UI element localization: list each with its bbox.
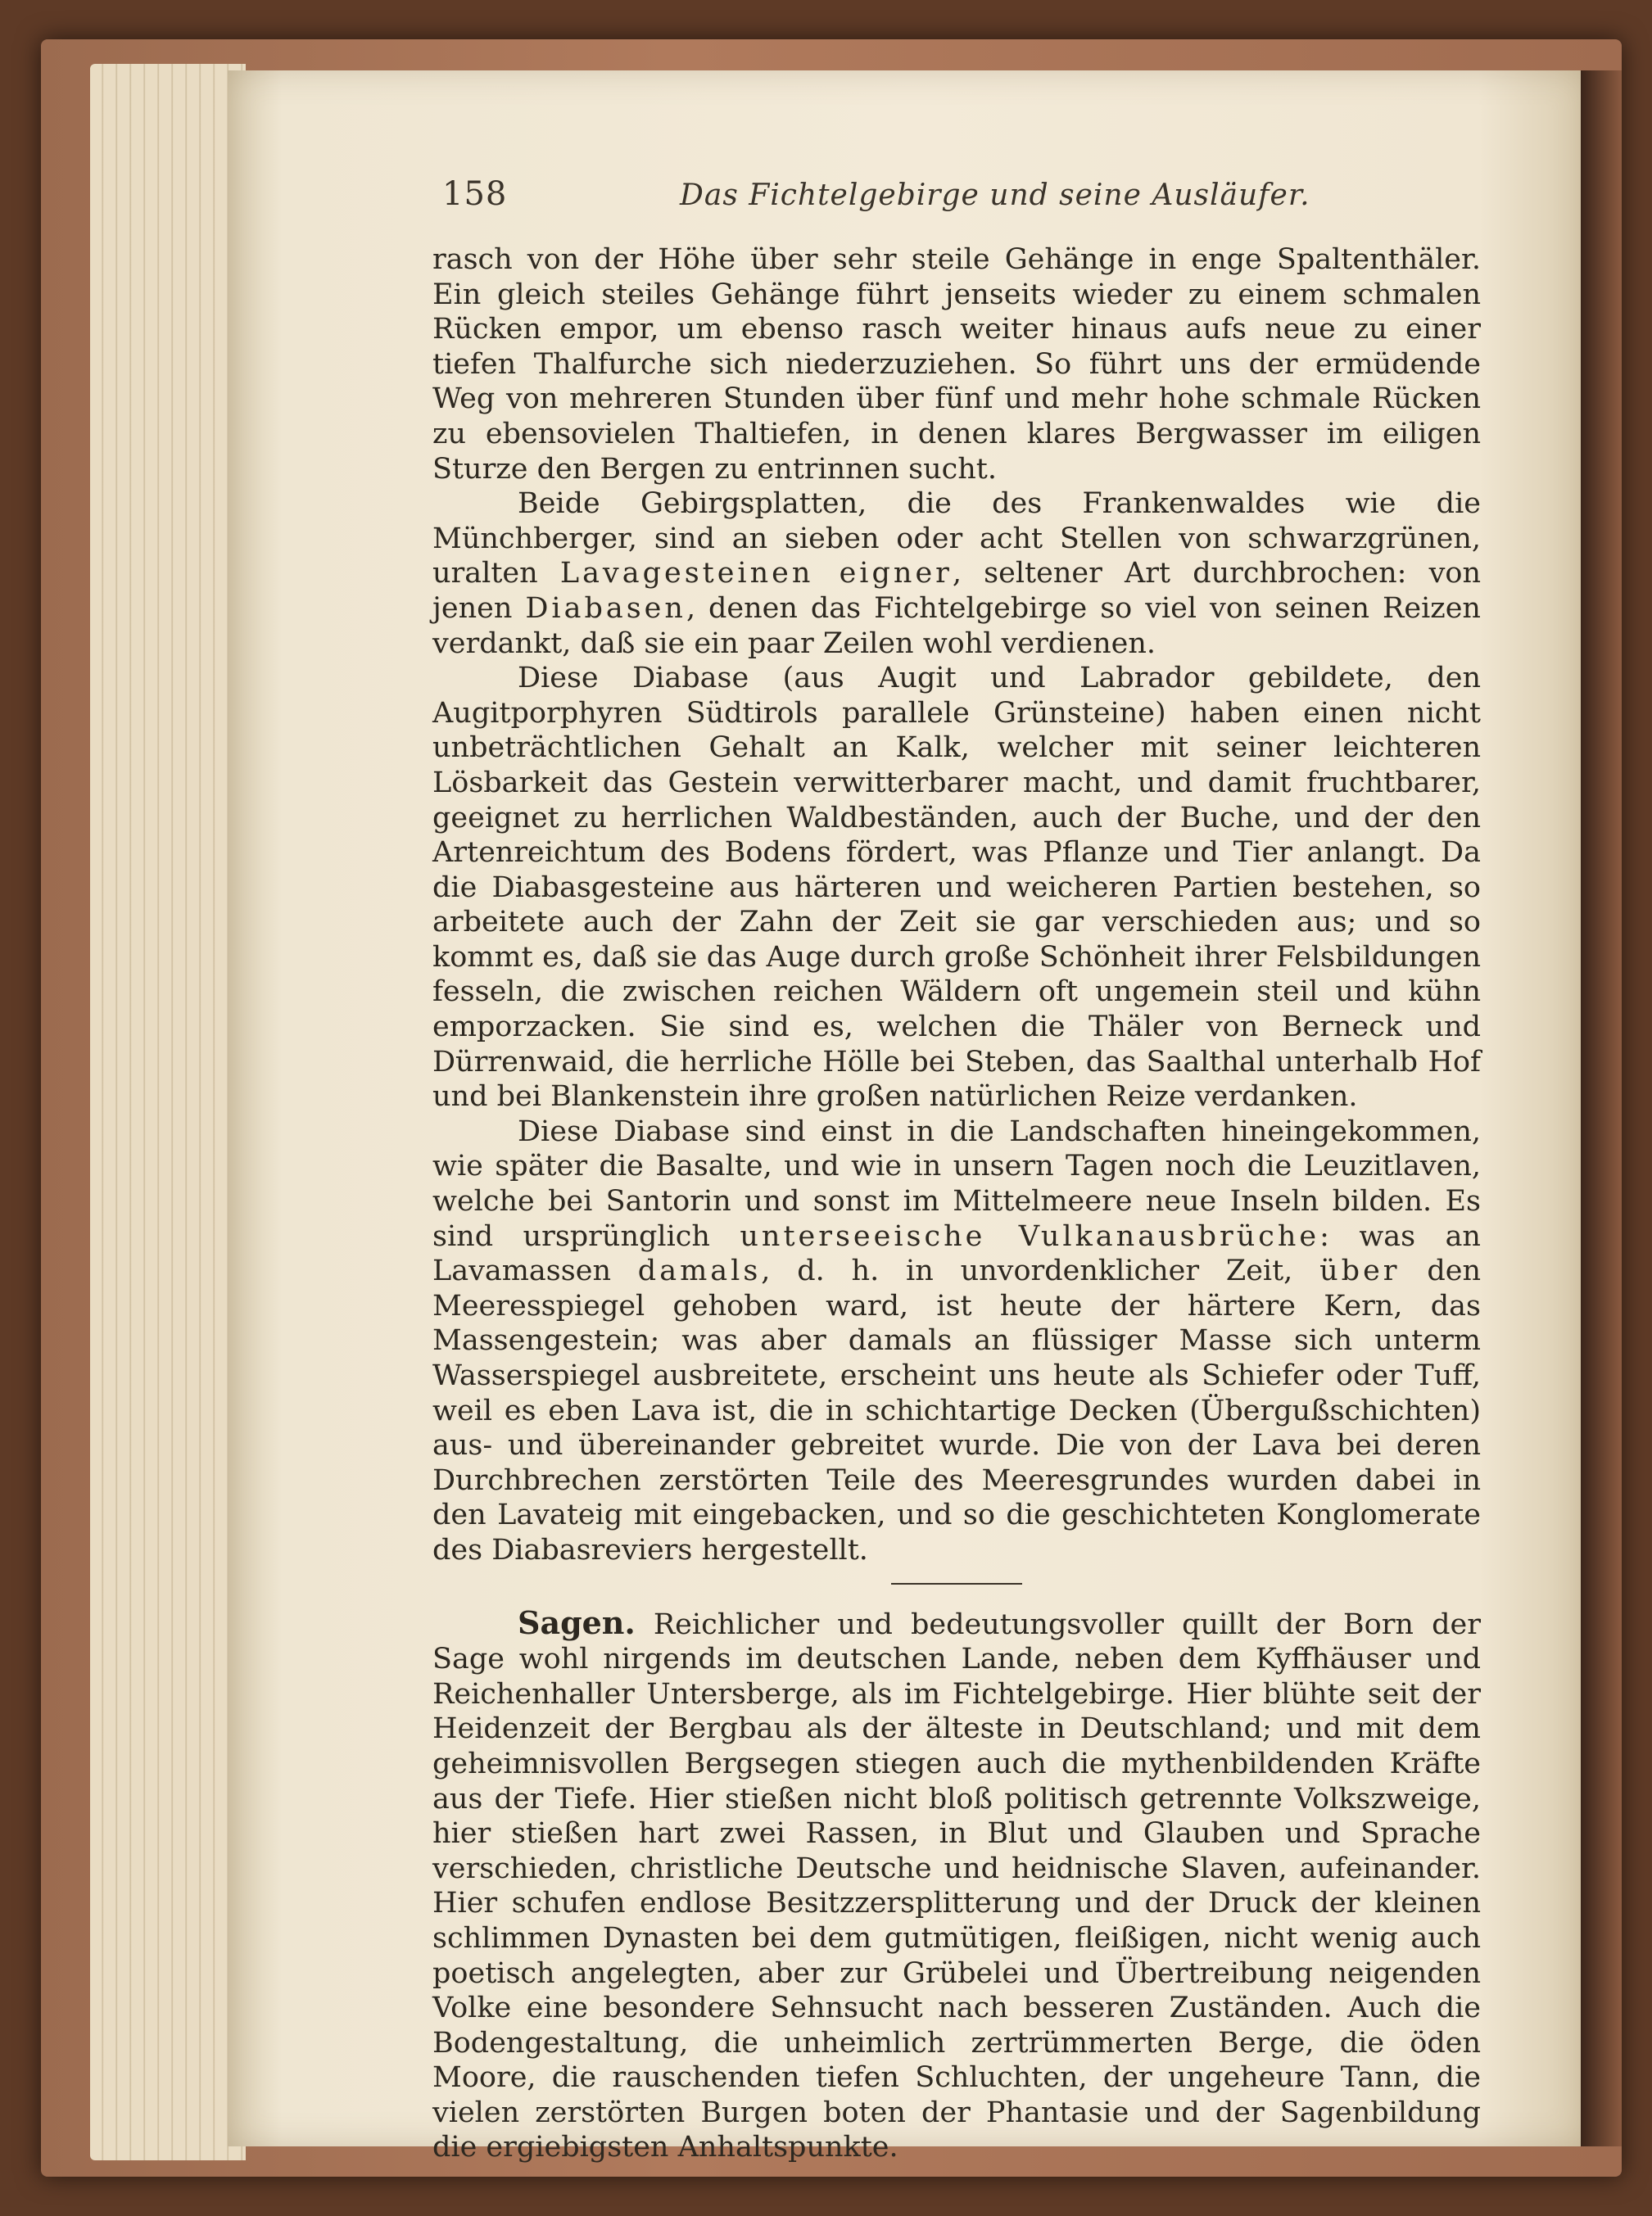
body-text xyxy=(432,242,1481,2165)
book-gutter xyxy=(1581,70,1622,2146)
paragraph-1: rasch von der Höhe über sehr steile Gehänge in enge Spaltenthäler. Ein gleich steiles Gehänge führt jenseits wieder zu einem schmalen Rücken empor, um ebenso rasch weiter hinaus aufs neue zu einer tiefen Thalfurche sich niederzuziehen. So führt uns der ermüdende Weg von mehreren Stunden über fünf und mehr hohe schmale Rücken zu ebensovielen Thaltiefen, in denen klares Bergwasser im eiligen Sturze den Bergen zu entrinnen sucht. xyxy=(432,243,1481,486)
text-run: Diese Diabase sind einst in die Landschaften hineingekommen, wie später die Basalte, und wie in unsern Tagen noch die Leuzitlaven, welche bei Santorin und sonst im Mittelmeere neue Inseln bilden. Es sind ursprünglich xyxy=(432,1115,1481,1253)
paragraph-2 xyxy=(432,486,1481,661)
paragraph-4 xyxy=(432,1115,1481,1568)
text-run: : was an Lavamassen xyxy=(432,1219,1481,1288)
section-divider xyxy=(891,1583,1022,1585)
text-run: , denen das Fichtelgebirge so viel von seinen Reizen verdankt, daß sie ein paar Zeilen wohl verdienen. xyxy=(432,591,1481,660)
text-run: Beide Gebirgsplatten, die des Frankenwaldes wie die Münchberger, sind an sieben oder acht Stellen von schwarzgrünen, uralten xyxy=(432,487,1481,590)
text-run: , seltener Art durchbrochen: von jenen xyxy=(432,557,1481,625)
page-number: 158 xyxy=(442,175,508,213)
text-run: den Meeresspiegel gehoben ward, ist heute der härtere Kern, das Massengestein; was aber damals an flüssiger Masse sich unterm Wasserspiegel ausbreitete, erscheint uns heute als Schiefer oder Tuff, weil es eben Lava ist, die in schichtartige Decken (Übergußschichten) aus- und übereinander gebreitet wurde. Die von der Lava bei deren Durchbrechen zerstörten Teile des Meeresgrundes wurden dabei in den Lavateig mit eingebacken, und so die geschichteten Konglomerate des Diabasreviers hergestellt. xyxy=(432,1255,1481,1567)
spaced-term: über xyxy=(1319,1255,1401,1288)
page-edges xyxy=(90,64,246,2160)
text-run: Reichlicher und bedeutungsvoller quillt der Born der Sage wohl nirgends im deutschen Lande, neben dem Kyffhäuser und Reichenhaller Untersberge, als im Fichtelgebirge. Hier blühte seit der Heidenzeit der Bergbau als der älteste in Deutschland; und mit dem geheimnisvollen Bergsegen stiegen auch die mythenbildenden Kräfte aus der Tiefe. Hier stießen nicht bloß politisch getrennte Volkszweige, hier stießen hart zwei Rassen, in Blut und Glauben und Sprache verschieden, christliche Deutsche und heidnische Slaven, aufeinander. Hier schufen endlose Besitzzersplitterung und der Druck der kleinen schlimmen Dynasten bei dem gutmütigen, fleißigen, nicht wenig auch poetisch angelegten, aber zur Grübelei und Übertreibung neigenden Volke eine besondere Sehnsucht nach besseren Zuständen. Auch die Bodengestaltung, die unheimlich zertrümmerten Berge, die öden Moore, die rauschenden tiefen Schluchten, der ungeheure Tann, die vielen zerstörten Burgen boten der Phantasie und der Sagenbildung die ergiebigsten Anhaltspunkte. xyxy=(432,1608,1481,2164)
paragraph-3: Diese Diabase (aus Augit und Labrador gebildete, den Augitporphyren Südtirols parallele Grünsteine) haben einen nicht unbeträchtlichen Gehalt an Kalk, welcher mit seiner leichteren Lösbarkeit das Gestein verwitterbarer macht, und damit fruchtbarer, geeignet zu herrlichen Waldbeständen, auch der Buche, und der den Artenreichtum des Bodens fördert, was Pflanze und Tier anlangt. Da die Diabasgesteine aus härteren und weicheren Partien bestehen, so arbeitete auch der Zahn der Zeit sie gar verschieden aus; und so kommt es, daß sie das Auge durch große Schönheit ihrer Felsbildungen fesseln, die zwischen reichen Wäldern oft ungemein steil und kühn emporzacken. Sie sind es, welchen die Thäler von Berneck und Dürrenwaid, die herrliche Hölle bei Steben, das Saalthal unterhalb Hof und bei Blankenstein ihre großen natürlichen Reize verdanken. xyxy=(432,662,1481,1114)
text-run: , d. h. in unvordenklicher Zeit, xyxy=(761,1255,1320,1288)
running-title: Das Fichtelgebirge und seine Ausläufer. xyxy=(680,179,1310,212)
spaced-term: Lavagesteinen eigner xyxy=(559,557,953,590)
spaced-term: unterseeische Vulkanausbrüche xyxy=(740,1219,1320,1253)
page-header xyxy=(442,175,1507,224)
section-heading: Sagen. xyxy=(518,1603,636,1641)
paragraph-5 xyxy=(432,1603,1481,2166)
spaced-term: Diabasen xyxy=(525,591,686,625)
spaced-term: damals xyxy=(637,1255,762,1288)
